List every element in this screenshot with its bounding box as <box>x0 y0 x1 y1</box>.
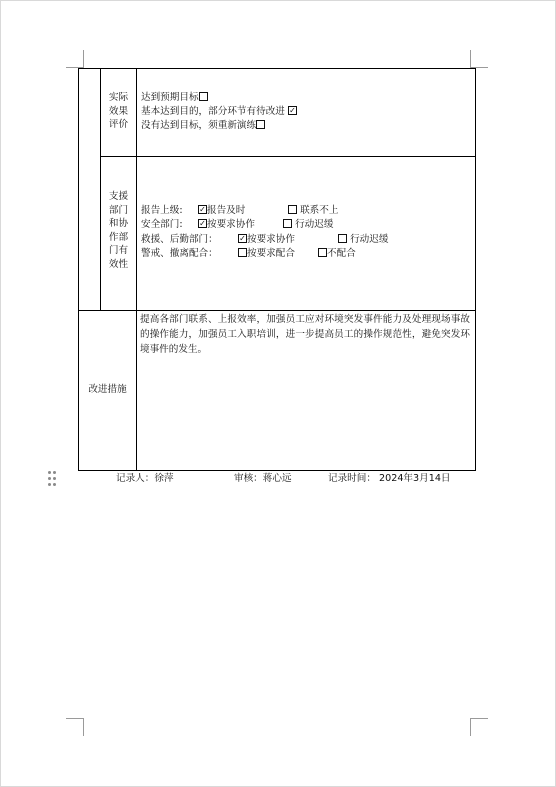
checkbox-icon[interactable] <box>338 234 347 243</box>
drag-handle-icon[interactable] <box>48 471 58 487</box>
recorder: 记录人：徐萍 <box>116 473 174 484</box>
reviewer: 审核：蒋心远 <box>234 473 292 484</box>
support-label: 支援 部门 和协 作部 门有 效性 <box>108 191 129 270</box>
checkbox-icon[interactable] <box>199 92 208 101</box>
checkbox-checked-icon[interactable] <box>198 219 207 228</box>
record-time: 记录时间： 2024年3月14日 <box>328 473 451 484</box>
checkbox-icon[interactable] <box>256 120 265 129</box>
improvement-text: 提高各部门联系、上报效率，加强员工应对环境突发事件能力及处理现场事故的操作能力，加强员工入职培训，进一步提高员工的操作规范性，避免突发环境事件的发生。 <box>140 314 470 355</box>
effect-option-3: 没有达到目标，须重新演练 <box>141 120 265 132</box>
checkbox-checked-icon[interactable] <box>288 106 297 115</box>
checkbox-icon[interactable] <box>318 248 327 257</box>
checkbox-icon[interactable] <box>238 248 247 257</box>
checkbox-icon[interactable] <box>288 205 297 214</box>
effect-option-1: 达到预期目标 <box>141 92 208 104</box>
effect-label: 实际 效果 评价 <box>108 92 129 130</box>
checkbox-checked-icon[interactable] <box>238 234 247 243</box>
improvement-label: 改进措施 <box>88 384 127 395</box>
checkbox-icon[interactable] <box>283 219 292 228</box>
checkbox-checked-icon[interactable] <box>198 205 207 214</box>
effect-option-2: 基本达到目的，部分环节有待改进 ✓ <box>141 106 297 118</box>
